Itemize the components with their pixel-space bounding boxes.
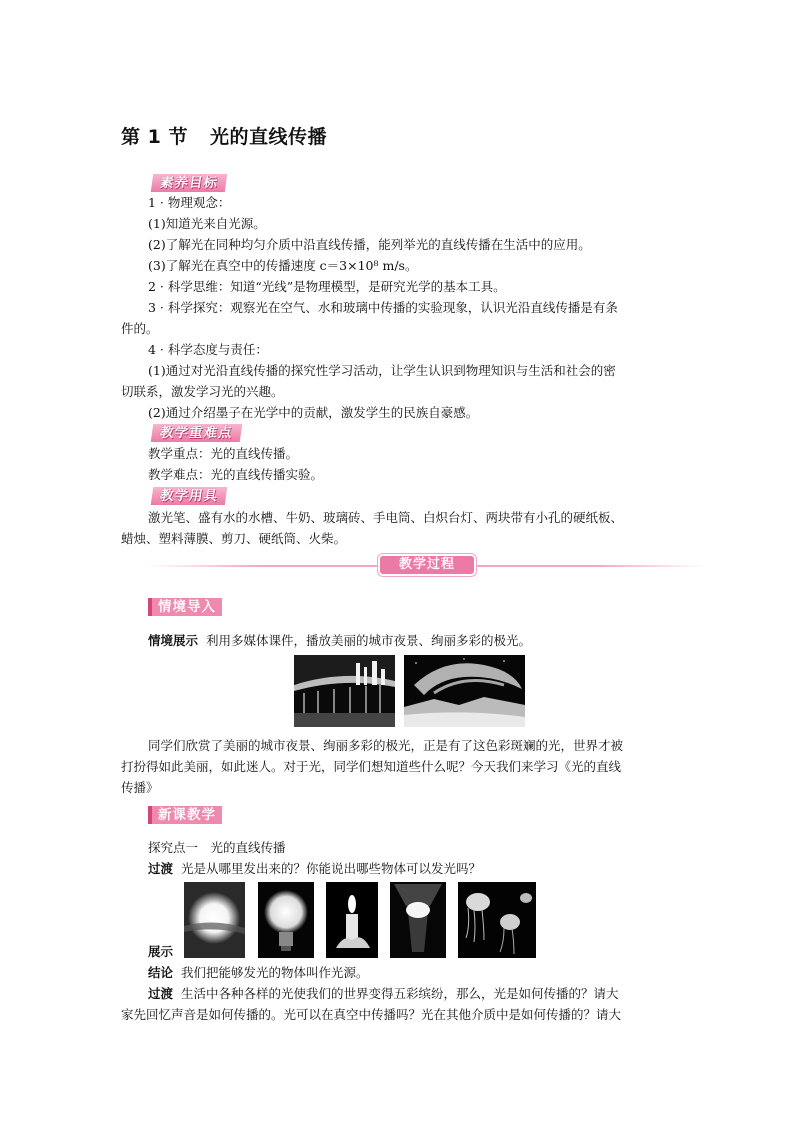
transition-2-text: 生活中各种各样的光使我们的世界变得五彩缤纷，那么，光是如何传播的？请大 bbox=[180, 986, 619, 1001]
tools-line: 蜡烛、塑料薄膜、剪刀、硬纸筒、火柴。 bbox=[121, 531, 347, 546]
intro-show-line bbox=[148, 633, 531, 649]
goal-line: (1)通过对光沿直线传播的探究性学习活动，让学生认识到物理知识与生活和社会的密 bbox=[148, 363, 616, 378]
transition-2-label: 过渡 bbox=[148, 986, 174, 1001]
goal-line: 2 · 科学思维：知道“光线”是物理模型，是研究光学的基本工具。 bbox=[148, 279, 506, 294]
difficulty-line: 教学重点：光的直线传播。 bbox=[148, 446, 299, 461]
candle-photo bbox=[326, 882, 378, 958]
goals-heading: 素养目标 bbox=[151, 174, 228, 192]
jellyfish-photo bbox=[458, 882, 536, 958]
difficulty-heading: 教学重难点 bbox=[151, 424, 242, 442]
new-lesson-heading: 新课教学 bbox=[148, 806, 222, 824]
sun-photo bbox=[184, 882, 245, 958]
goal-line: 4 · 科学态度与责任： bbox=[148, 342, 268, 357]
conclusion-label: 结论 bbox=[148, 965, 174, 980]
goal-line: (3)了解光在真空中的传播速度 c＝3×10⁸ m/s。 bbox=[148, 258, 418, 273]
intro-para-line: 同学们欣赏了美丽的城市夜景、绚丽多彩的极光，正是有了这色彩斑斓的光，世界才被 bbox=[148, 738, 624, 753]
display-label: 展示 bbox=[148, 944, 174, 959]
process-label: 教学过程 bbox=[380, 556, 474, 574]
transition-2-cont: 家先回忆声音是如何传播的。光可以在真空中传播吗？光在其他介质中是如何传播的？请大 bbox=[121, 1007, 622, 1022]
transition-1-text: 光是从哪里发出来的？你能说出哪些物体可以发光吗？ bbox=[180, 861, 481, 876]
transition-2-line bbox=[148, 986, 618, 1002]
intro-show-label: 情境展示 bbox=[148, 633, 199, 648]
tools-line: 激光笔、盛有水的水槽、牛奶、玻璃砖、手电筒、白炽台灯、两块带有小孔的硬纸板、 bbox=[148, 510, 624, 525]
difficulty-line: 教学难点：光的直线传播实验。 bbox=[148, 467, 324, 482]
section-name: 光的直线传播 bbox=[209, 126, 327, 148]
city-night-photo bbox=[294, 655, 395, 727]
goal-line: (1)知道光来自光源。 bbox=[148, 216, 266, 231]
intro-para-line: 打扮得如此美丽，如此迷人。对于光，同学们想知道些什么呢？今天我们来学习《光的直线 bbox=[121, 759, 622, 774]
process-divider bbox=[148, 556, 706, 576]
goal-line: 件的。 bbox=[121, 321, 159, 336]
section-number: 第 1 节 bbox=[121, 126, 188, 148]
flashlight-photo bbox=[390, 882, 446, 958]
point1-title: 探究点一 光的直线传播 bbox=[148, 840, 286, 855]
intro-heading: 情境导入 bbox=[148, 598, 222, 616]
conclusion-text: 我们把能够发光的物体叫作光源。 bbox=[180, 965, 369, 980]
goal-line: (2)了解光在同种均匀介质中沿直线传播，能列举光的直线传播在生活中的应用。 bbox=[148, 237, 591, 252]
goal-line: 1 · 物理观念： bbox=[148, 195, 231, 210]
intro-para-line: 传播》 bbox=[121, 780, 159, 795]
transition-1-line bbox=[148, 861, 481, 877]
conclusion-line bbox=[148, 965, 368, 981]
goal-line: 切联系，激发学习光的兴趣。 bbox=[121, 384, 284, 399]
transition-1-label: 过渡 bbox=[148, 861, 174, 876]
aurora-photo bbox=[404, 655, 525, 727]
goal-line: (2)通过介绍墨子在光学中的贡献，激发学生的民族自豪感。 bbox=[148, 405, 479, 420]
tools-heading: 教学用具 bbox=[151, 487, 228, 505]
light-bulb-photo bbox=[258, 882, 314, 958]
page-title bbox=[121, 122, 327, 149]
goal-line: 3 · 科学探究：观察光在空气、水和玻璃中传播的实验现象，认识光沿直线传播是有条 bbox=[148, 300, 618, 315]
intro-show-text: 利用多媒体课件，播放美丽的城市夜景、绚丽多彩的极光。 bbox=[205, 633, 531, 648]
